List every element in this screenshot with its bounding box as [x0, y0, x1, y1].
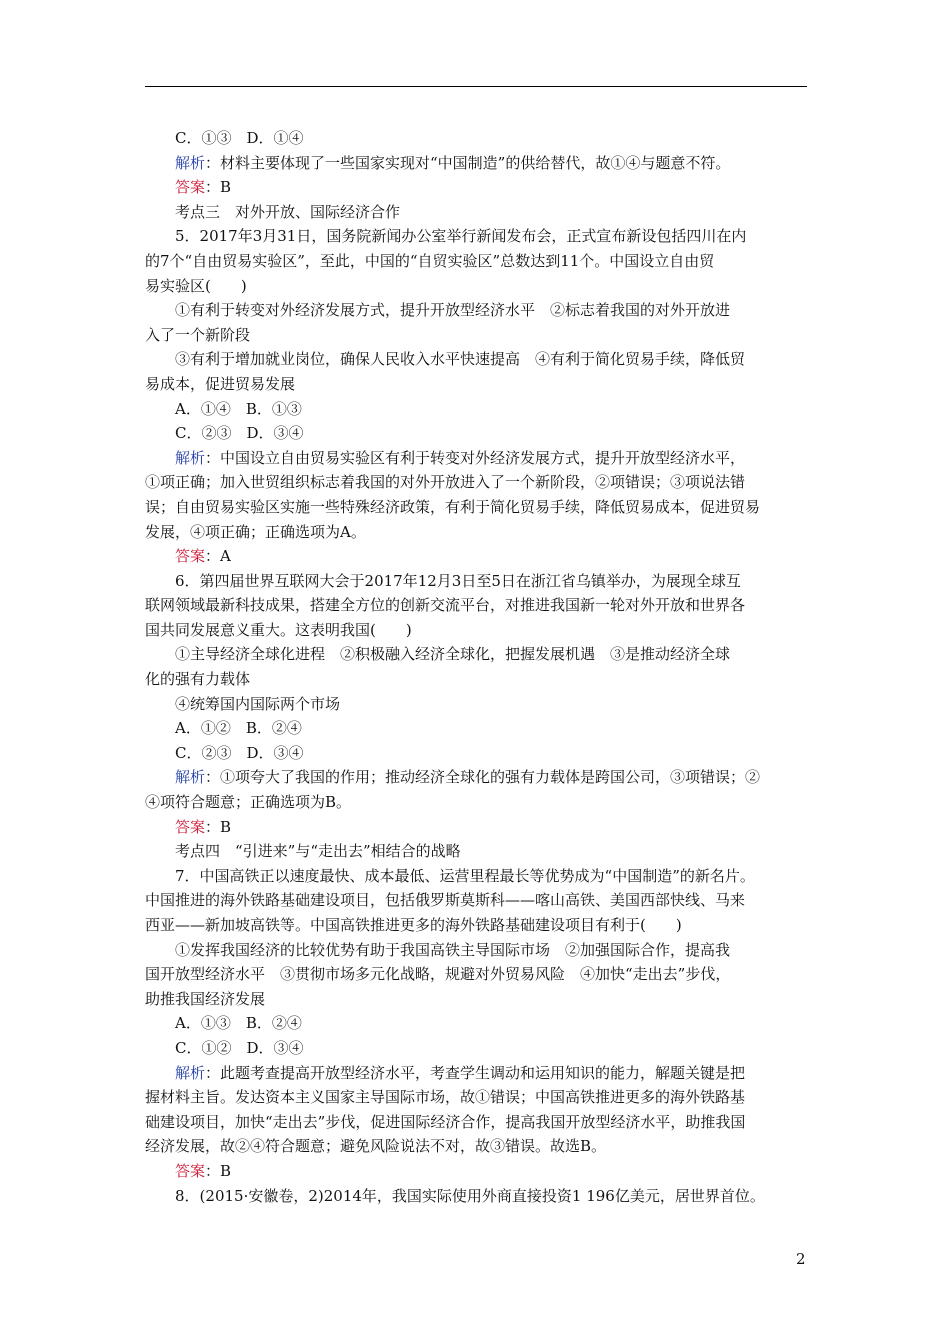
text-line-continued: [145, 593, 807, 618]
text-line-continued: [145, 1134, 807, 1159]
line-text: A．①② B．②④: [175, 719, 302, 738]
line-text: ：材料主要体现了一些国家实现对“中国制造”的供给替代，故①④与题意不符。: [205, 153, 731, 172]
text-line: [145, 200, 807, 225]
answer-line: [145, 815, 807, 840]
analysis-line: [145, 446, 807, 471]
analysis-label: 解析: [175, 768, 206, 787]
text-line: [145, 126, 807, 151]
analysis-label: 解析: [175, 1063, 206, 1082]
answer-label: 答案: [175, 547, 206, 566]
text-line-continued: [145, 470, 807, 495]
text-line: [145, 642, 807, 667]
line-text: 础建设项目，加快“走出去”步伐，促进国际经济合作，提高我国开放型经济水平，助推我国: [145, 1112, 746, 1131]
line-text: 助推我国经济发展: [145, 989, 266, 1008]
text-line: [145, 741, 807, 766]
text-line-continued: [145, 274, 807, 299]
line-text: 国开放型经济水平 ③贯彻市场多元化战略，规避对外贸易风险 ④加快“走出去”步伐，: [145, 965, 731, 984]
answer-line: [145, 1159, 807, 1184]
analysis-line: [145, 151, 807, 176]
line-text: C．①③ D．①④: [175, 129, 304, 147]
text-line: [145, 569, 807, 594]
text-line-continued: [145, 790, 807, 815]
answer-line: [145, 175, 807, 200]
line-text: ④项符合题意；正确选项为B。: [145, 793, 352, 812]
line-text: ③有利于增加就业岗位，确保人民收入水平快速提高 ④有利于简化贸易手续，降低贸: [175, 350, 746, 369]
text-line: [145, 716, 807, 741]
line-text: A．①④ B．①③: [175, 399, 302, 418]
text-line: [145, 1011, 807, 1036]
text-line: [145, 864, 807, 889]
line-text: 考点四 “引进来”与“走出去”相结合的战略: [175, 842, 461, 861]
line-text: 西亚——新加坡高铁等。中国高铁推进更多的海外铁路基础建设项目有利于( ): [145, 916, 682, 934]
text-line: [145, 1036, 807, 1061]
line-text: 5．2017年3月31日，国务院新闻办公室举行新闻发布会，正式宣布新设包括四川在内: [175, 227, 747, 246]
line-text: 8．(2015·安徽卷，2)2014年，我国实际使用外商直接投资1 196亿美元，居世界首位。: [175, 1186, 765, 1205]
line-text: 误；自由贸易实验区实施一些特殊经济政策，有利于简化贸易手续，降低贸易成本，促进贸易: [145, 497, 761, 516]
line-text: 的7个“自由贸易实验区”，至此，中国的“自贸实验区”总数达到11个。中国设立自由贸: [145, 251, 715, 270]
text-line-continued: [145, 1085, 807, 1110]
line-text: C．②③ D．③④: [175, 743, 304, 762]
line-text: ：B: [205, 178, 232, 197]
line-text: 易实验区( ): [145, 276, 247, 295]
line-text: 入了一个新阶段: [145, 325, 251, 344]
line-text: ：此题考查提高开放型经济水平，考查学生调动和运用知识的能力，解题关键是把: [205, 1063, 746, 1082]
analysis-label: 解析: [175, 153, 206, 172]
answer-label: 答案: [175, 178, 206, 197]
line-text: A．①③ B．②④: [175, 1014, 302, 1033]
line-text: 中国推进的海外铁路基础建设项目，包括俄罗斯莫斯科——喀山高铁、美国西部快线、马来: [145, 891, 746, 910]
line-text: 6．第四届世界互联网大会于2017年12月3日至5日在浙江省乌镇举办，为展现全球互: [175, 571, 741, 590]
text-line: [145, 347, 807, 372]
text-line-continued: [145, 987, 807, 1012]
line-text: C．①② D．③④: [175, 1038, 304, 1057]
line-text: ①主导经济全球化进程 ②积极融入经济全球化，把握发展机遇 ③是推动经济全球: [175, 645, 731, 664]
analysis-line: [145, 1061, 807, 1086]
line-text: ①发挥我国经济的比较优势有助于我国高铁主导国际市场 ②加强国际合作，提高我: [175, 940, 731, 959]
answer-line: [145, 544, 807, 569]
line-text: ④统筹国内国际两个市场: [175, 694, 341, 713]
line-text: 7．中国高铁正以速度最快、成本最低、运营里程最长等优势成为“中国制造”的新名片。: [175, 866, 755, 885]
answer-label: 答案: [175, 1161, 206, 1180]
line-text: ①有利于转变对外经济发展方式，提升开放型经济水平 ②标志着我国的对外开放进: [175, 301, 731, 320]
answer-label: 答案: [175, 817, 206, 836]
text-line-continued: [145, 1110, 807, 1135]
line-text: 经济发展，故②④符合题意；避免风险说法不对，故③错误。故选B。: [145, 1137, 607, 1156]
line-text: ：B: [205, 817, 232, 836]
text-line-continued: [145, 372, 807, 397]
line-text: 握材料主旨。发达资本主义国家主导国际市场，故①错误；中国高铁推进更多的海外铁路基: [145, 1088, 746, 1107]
text-line: [145, 692, 807, 717]
line-text: 联网领域最新科技成果，搭建全方位的创新交流平台，对推进我国新一轮对外开放和世界各: [145, 596, 746, 615]
text-line-continued: [145, 249, 807, 274]
document-body: [145, 126, 807, 1208]
line-text: 国共同发展意义重大。这表明我国( ): [145, 620, 412, 639]
line-text: ：①项夸大了我国的作用；推动经济全球化的强有力载体是跨国公司，③项错误；②: [205, 768, 761, 787]
text-line-continued: [145, 888, 807, 913]
text-line-continued: [145, 618, 807, 643]
line-text: 发展，④项正确；正确选项为A。: [145, 522, 366, 541]
text-line-continued: [145, 667, 807, 692]
text-line: [145, 1184, 807, 1209]
text-line: [145, 298, 807, 323]
line-text: ：A: [205, 547, 231, 566]
line-text: ：中国设立自由贸易实验区有利于转变对外经济发展方式，提升开放型经济水平，: [205, 448, 746, 467]
text-line-continued: [145, 520, 807, 545]
analysis-line: [145, 765, 807, 790]
text-line-continued: [145, 962, 807, 987]
line-text: 考点三 对外开放、国际经济合作: [175, 202, 401, 221]
text-line: [145, 938, 807, 963]
text-line-continued: [145, 323, 807, 348]
page-number: 2: [796, 1250, 806, 1268]
line-text: 易成本，促进贸易发展: [145, 374, 296, 393]
text-line-continued: [145, 913, 807, 938]
line-text: C．②③ D．③④: [175, 424, 304, 443]
analysis-label: 解析: [175, 448, 206, 467]
line-text: ：B: [205, 1161, 232, 1180]
line-text: 化的强有力载体: [145, 670, 251, 689]
line-text: ①项正确；加入世贸组织标志着我国的对外开放进入了一个新阶段，②项错误；③项说法错: [145, 473, 746, 492]
text-line: [145, 397, 807, 422]
text-line-continued: [145, 495, 807, 520]
text-line: [145, 224, 807, 249]
text-line: [145, 421, 807, 446]
header-rule: [145, 86, 807, 87]
text-line: [145, 839, 807, 864]
